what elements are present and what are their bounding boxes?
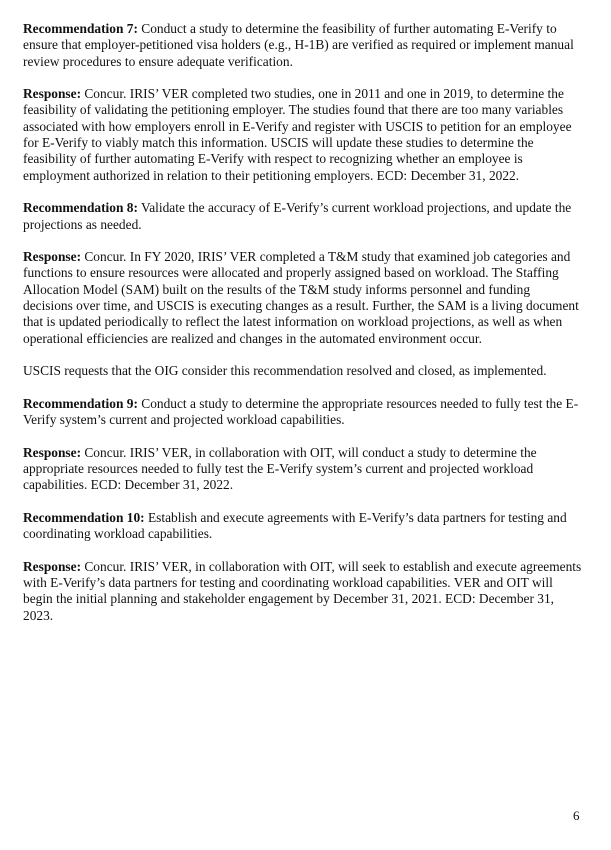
recommendation-9-label: Recommendation 9:	[23, 395, 138, 411]
resolution-request-text: USCIS requests that the OIG consider this recommendation resolved and closed, as implemented.	[23, 363, 547, 379]
response-7-paragraph	[23, 86, 583, 184]
recommendation-9-paragraph	[23, 396, 583, 429]
recommendation-10-paragraph	[23, 510, 583, 543]
response-8-label: Response:	[23, 249, 82, 265]
response-9-text: Concur. IRIS’ VER, in collaboration with OIT, will conduct a study to determine the appropriate resources needed to fully test the E-Verify system’s current and projected workload capabilities. ECD: December 31, 2022.	[23, 444, 537, 493]
response-10-text: Concur. IRIS’ VER, in collaboration with OIT, will seek to establish and execute agreements with E-Verify’s data partners for testing and coordinating workload capabilities. VER and OIT will begin the initial planning and stakeholder engagement by December 31, 2021. ECD: December 31, 2023.	[23, 558, 582, 623]
recommendation-10-text: Establish and execute agreements with E-Verify’s data partners for testing and coordinating workload capabilities.	[23, 509, 567, 542]
response-10-label: Response:	[23, 558, 82, 574]
response-9-paragraph	[23, 445, 583, 494]
recommendation-8-label: Recommendation 8:	[23, 200, 138, 216]
response-8-paragraph	[23, 249, 583, 347]
recommendation-7-text: Conduct a study to determine the feasibility of further automating E-Verify to ensure that employer-petitioned visa holders (e.g., H-1B) are verified as required or implement manual review procedures to ensure adequate verification.	[23, 21, 574, 69]
recommendation-10-label: Recommendation 10:	[23, 509, 145, 525]
page-number: 6	[573, 808, 580, 823]
recommendation-8-paragraph	[23, 200, 583, 233]
response-9-label: Response:	[23, 444, 82, 460]
resolution-request-paragraph	[23, 363, 583, 379]
recommendation-8-text: Validate the accuracy of E-Verify’s current workload projections, and update the projections as needed.	[23, 200, 572, 232]
response-10-paragraph	[23, 559, 583, 624]
response-8-text: Concur. In FY 2020, IRIS’ VER completed a T&M study that examined job categories and functions to ensure resources were allocated and properly assigned based on workload. The Staffing Allocation Model (SAM) built on the results of the T&M study informs personnel and funding decisions over time, and USCIS is executing changes as a result. Further, the SAM is a living document that is updated periodically to reflect the latest information on workload projections, as well as when operational efficiencies are realized and changes in the automated environment occur.	[23, 249, 579, 346]
recommendation-7-paragraph	[23, 21, 583, 70]
recommendation-9-text: Conduct a study to determine the appropriate resources needed to fully test the E-Verify system’s current and projected workload capabilities.	[23, 395, 579, 428]
response-7-text: Concur. IRIS’ VER completed two studies, one in 2011 and one in 2019, to determine the feasibility of validating the petitioning employer. The studies found that there are too many variables associated with how employers enroll in E-Verify and register with USCIS to petition for an employee for E-Verify to viably match this information. USCIS will update these studies to determine the feasibility of further automating E-Verify with respect to recognizing whether an employee is employment authorized in relation to their petitioning employers. ECD: December 31, 2022.	[23, 86, 572, 183]
response-7-label: Response:	[23, 86, 82, 102]
document-body	[23, 21, 583, 640]
recommendation-7-label: Recommendation 7:	[23, 21, 138, 36]
